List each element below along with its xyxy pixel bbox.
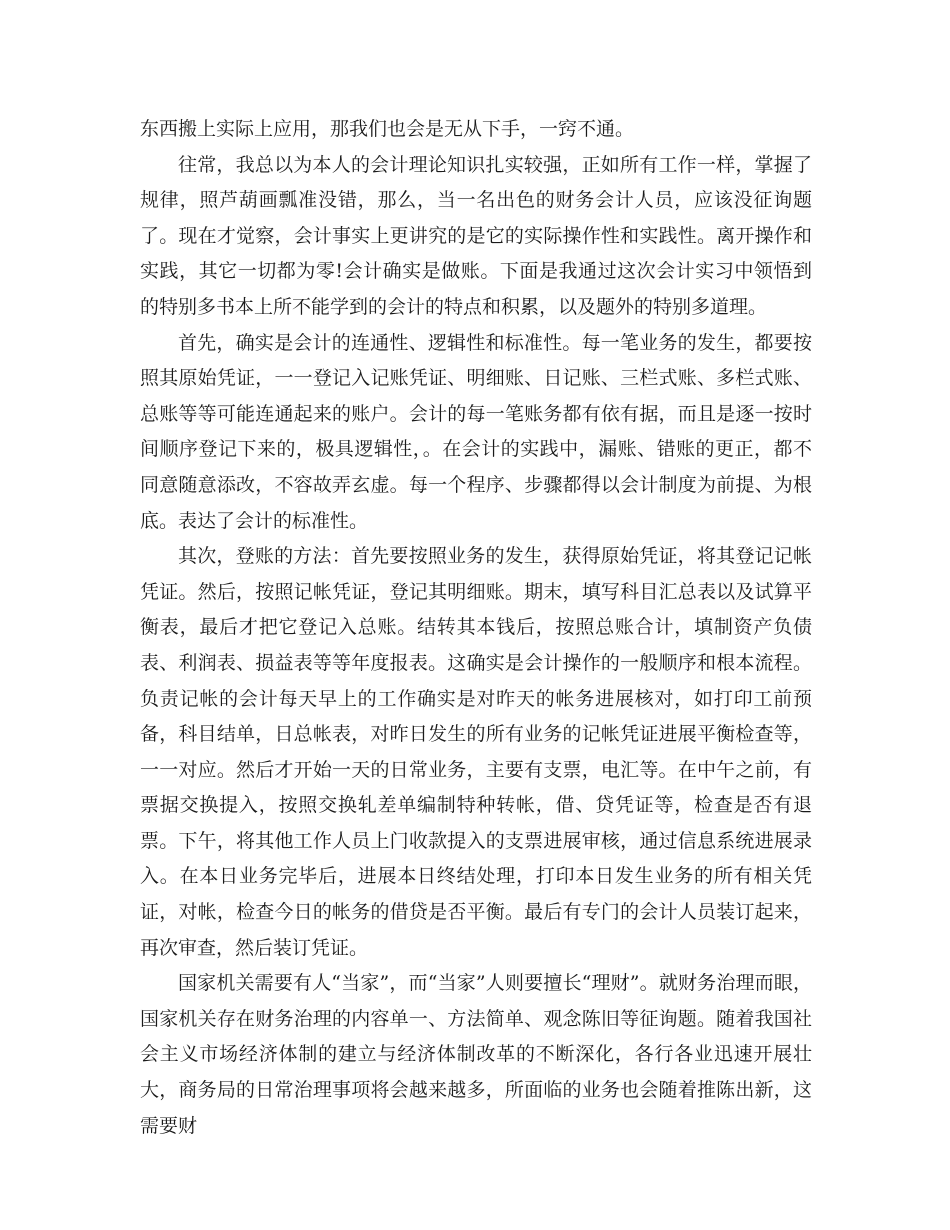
paragraph-financial-management: 国家机关需要有人“当家”，而“当家”人则要擅长“理财”。就财务治理而眼，国家机关存在财务治理的内容单一、方法简单、观念陈旧等征询题。随着我国社会主义市场经济体制的建立与经济体制改革的不断深化，各行各业迅速开展壮大，商务局的日常治理事项将会越来越多，所面临的业务也会随着推陈出新，这需要财 [140,972,812,1137]
paragraph-bookkeeping-method: 其次，登账的方法：首先要按照业务的发生，获得原始凭证，将其登记记帐凭证。然后，按照记帐凭证，登记其明细账。期末，填写科目汇总表以及试算平衡表，最后才把它登记入总账。结转其本钱后，按照总账合计，填制资产负债表、利润表、损益表等等年度报表。这确实是会计操作的一般顺序和根本流程。负责记帐的会计每天早上的工作确实是对昨天的帐务进展核对，如打印工前预备，科目结单，日总帐表，对昨日发生的所有业务的记帐凭证进展平衡检查等，一一对应。然后才开始一天的日常业务，主要有支票，电汇等。在中午之前，有票据交换提入，按照交换轧差单编制特种转帐，借、贷凭证等，检查是否有退票。下午，将其他工作人员上门收款提入的支票进展审核，通过信息系统进展录入。在本日业务完毕后，进展本日终结处理，打印本日发生业务的所有相关凭证，对帐，检查今日的帐务的借贷是否平衡。最后有专门的会计人员装订起来，再次审查，然后装订凭证。 [140,545,812,959]
document-page [140,112,812,1144]
paragraph-accounting-practice: 往常，我总以为本人的会计理论知识扎实较强，正如所有工作一样，掌握了规律，照芦葫画瓢准没错，那么，当一名出色的财务会计人员，应该没征询题了。现在才觉察，会计事实上更讲究的是它的实际操作性和实践性。离开操作和实践，其它一切都为零!会计确实是做账。下面是我通过这次会计实习中领悟到的特别多书本上所不能学到的会计的特点和积累，以及题外的特别多道理。 [140,153,812,318]
paragraph-continuation: 东西搬上实际上应用，那我们也会是无从下手，一窍不通。 [140,118,635,140]
paragraph-accounting-standards: 首先，确实是会计的连通性、逻辑性和标准性。每一笔业务的发生，都要按照其原始凭证，一一登记入记账凭证、明细账、日记账、三栏式账、多栏式账、总账等等可能连通起来的账户。会计的每一笔账务都有依有据，而且是逐一按时间顺序登记下来的，极具逻辑性，。在会计的实践中，漏账、错账的更正，都不同意随意添改，不容故弄玄虚。每一个程序、步骤都得以会计制度为前提、为根底。表达了会计的标准性。 [140,331,812,532]
